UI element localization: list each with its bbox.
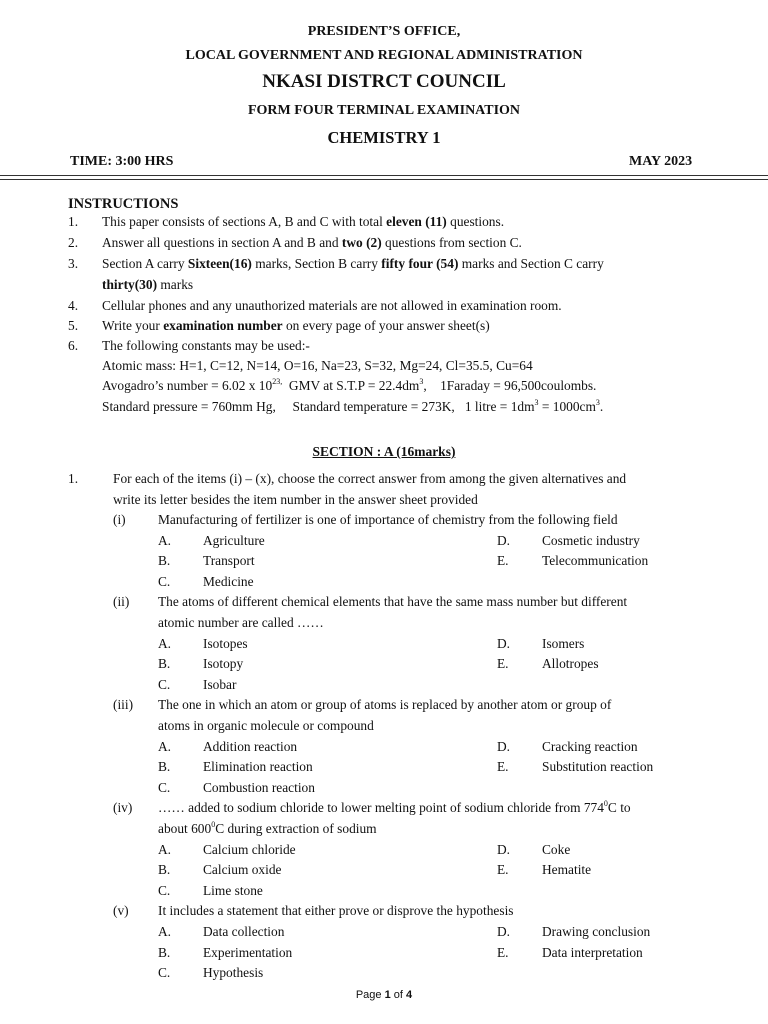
option-text: Combustion reaction	[203, 780, 315, 795]
item-stem: atomic number are called ……	[158, 615, 324, 630]
instruction-bold: two (2)	[341, 235, 382, 250]
instructions-heading: INSTRUCTIONS	[68, 196, 179, 212]
litre-end: .	[599, 399, 604, 414]
option-text: Isomers	[542, 636, 585, 651]
option-text: Coke	[542, 842, 571, 857]
option-letter: C.	[158, 574, 171, 589]
page-footer	[0, 989, 768, 1001]
option-letter: B.	[158, 862, 171, 877]
option-letter: B.	[158, 759, 171, 774]
instruction-bold: thirty(30)	[102, 277, 158, 292]
option-letter: D.	[497, 842, 511, 857]
item-stem: It includes a statement that either prove or disprove the hypothesis	[158, 903, 514, 918]
subject-title: CHEMISTRY 1	[327, 128, 441, 147]
option-text: Calcium chloride	[203, 842, 296, 857]
option-letter: C.	[158, 677, 171, 692]
instruction-part: questions.	[446, 214, 505, 229]
exam-title: FORM FOUR TERMINAL EXAMINATION	[247, 103, 521, 118]
option-letter: B.	[158, 553, 171, 568]
option-text: Data interpretation	[542, 945, 643, 960]
option-letter: A.	[158, 533, 172, 548]
option-text: Allotropes	[542, 656, 599, 671]
instruction-text	[102, 338, 310, 354]
item-roman-numeral: (iv)	[113, 800, 133, 815]
item-stem	[158, 821, 377, 837]
question-text-1: For each of the items (i) – (x), choose the correct answer from among the given alternatives and	[113, 471, 627, 486]
item-roman-numeral: (iii)	[113, 697, 134, 712]
item-stem: The atoms of different chemical elements that have the same mass number but different	[158, 594, 628, 609]
instruction-bold: eleven (11)	[386, 214, 447, 229]
instruction-text-cont	[102, 277, 193, 293]
instruction-part: marks and Section C carry	[458, 256, 604, 271]
option-text: Isotopes	[203, 636, 248, 651]
item-stem-part: about 600	[158, 821, 212, 836]
instruction-part: This paper consists of sections A, B and C with total	[102, 214, 387, 229]
avogadro-text: Avogadro’s number = 6.02 x 10	[102, 378, 273, 393]
avogadro-line: Avogadro’s number = 6.02 x $10^{23,}$ GMV at $S.T.P = 22.4dm^3$, 1Faraday = 96,500coulombs.	[102, 377, 597, 393]
instruction-part: marks	[157, 277, 194, 292]
option-letter: C.	[158, 780, 171, 795]
item-stem: The one in which an atom or group of atoms is replaced by another atom or group of	[158, 697, 612, 712]
avogadro-exponent: 23,	[272, 377, 283, 386]
gmv-text: GMV at S.T.P = 22.4dm	[288, 378, 420, 393]
option-letter: C.	[158, 883, 171, 898]
instruction-part: marks, Section B carry	[251, 256, 382, 271]
instruction-text	[102, 214, 504, 230]
option-letter: A.	[158, 636, 172, 651]
item-stem-part: C during extraction of sodium	[215, 821, 377, 836]
item-stem-part: …… added to sodium chloride to lower melting point of sodium chloride from 774	[158, 800, 604, 815]
section-a-title-text: SECTION : A (16marks)	[312, 444, 456, 459]
item-stem: Manufacturing of fertilizer is one of importance of chemistry from the following field	[158, 512, 618, 527]
option-text: Telecommunication	[542, 553, 649, 568]
option-letter: E.	[497, 862, 509, 877]
litre-text-b: = 1000cm	[538, 399, 596, 414]
temperature-text: Standard temperature = 273K,	[292, 399, 455, 414]
option-text: Transport	[203, 553, 255, 568]
instruction-bold: examination number	[163, 318, 283, 333]
option-text: Agriculture	[203, 533, 265, 548]
instruction-bold: fifty four (54)	[381, 256, 459, 271]
option-letter: A.	[158, 924, 172, 939]
exam-date: MAY 2023	[629, 154, 693, 169]
option-letter: D.	[497, 739, 511, 754]
option-letter: D.	[497, 636, 511, 651]
option-text: Addition reaction	[203, 739, 298, 754]
option-text: Experimentation	[203, 945, 293, 960]
instruction-text	[102, 318, 490, 334]
option-text: Cracking reaction	[542, 739, 638, 754]
instruction-part: Answer all questions in section A and B and	[102, 235, 342, 250]
instruction-part: The following constants may be used:-	[102, 338, 310, 353]
item-roman-numeral: (i)	[113, 512, 126, 527]
footer-page-number: 1	[384, 989, 391, 1001]
option-text: Substitution reaction	[542, 759, 654, 774]
instruction-number: 2.	[68, 235, 79, 250]
option-text: Elimination reaction	[203, 759, 313, 774]
option-text: Isotopy	[203, 656, 244, 671]
instruction-number: 3.	[68, 256, 79, 271]
option-letter: A.	[158, 842, 172, 857]
litre-exponent-2: 3	[595, 398, 600, 407]
option-text: Hematite	[542, 862, 592, 877]
option-letter: B.	[158, 656, 171, 671]
instruction-part: questions from section C.	[381, 235, 522, 250]
instruction-number: 5.	[68, 318, 79, 333]
divider-bottom	[0, 179, 768, 180]
instruction-part: Cellular phones and any unauthorized materials are not allowed in examination room.	[102, 298, 562, 313]
option-letter: D.	[497, 924, 511, 939]
question-text-2: write its letter besides the item number in the answer sheet provided	[113, 492, 478, 507]
litre-text: 1 litre = 1dm	[464, 399, 535, 414]
footer-page-total: 4	[406, 989, 413, 1001]
option-text: Medicine	[203, 574, 254, 589]
degree-sup: 0	[211, 820, 216, 829]
item-roman-numeral: (ii)	[113, 594, 130, 609]
item-stem-part: C to	[607, 800, 631, 815]
council-title: NKASI DISTRCT COUNCIL	[262, 71, 506, 92]
option-text: Drawing conclusion	[542, 924, 651, 939]
question-number: 1.	[68, 471, 79, 486]
item-roman-numeral: (v)	[113, 903, 129, 918]
ministry-line: LOCAL GOVERNMENT AND REGIONAL ADMINISTRATION	[185, 48, 583, 63]
instruction-text	[102, 298, 562, 314]
option-letter: E.	[497, 656, 509, 671]
litre-exponent-1: 3	[534, 398, 539, 407]
section-a-title	[0, 444, 768, 460]
instruction-number: 6.	[68, 338, 79, 353]
faraday-text: 1Faraday = 96,500coulombs.	[440, 378, 597, 393]
option-text: Data collection	[203, 924, 285, 939]
atomic-mass-line: Atomic mass: H=1, C=12, N=14, O=16, Na=23, S=32, Mg=24, Cl=35.5, Cu=64	[102, 358, 533, 373]
option-letter: A.	[158, 739, 172, 754]
option-text: Lime stone	[203, 883, 263, 898]
instruction-part: Section A carry	[102, 256, 188, 271]
option-text: Cosmetic industry	[542, 533, 640, 548]
instruction-number: 4.	[68, 298, 79, 313]
exam-time: TIME: 3:00 HRS	[70, 154, 174, 169]
item-stem	[158, 800, 631, 816]
instruction-text	[102, 256, 604, 272]
option-letter: E.	[497, 759, 509, 774]
instruction-bold: Sixteen(16)	[187, 256, 252, 271]
instruction-number: 1.	[68, 214, 79, 229]
footer-of: of	[390, 989, 407, 1001]
gmv-exponent: 3	[419, 377, 424, 386]
option-text: Hypothesis	[203, 965, 264, 980]
option-text: Calcium oxide	[203, 862, 282, 877]
option-letter: B.	[158, 945, 171, 960]
office-line: PRESIDENT’S OFFICE,	[307, 24, 461, 39]
divider-top	[0, 175, 768, 176]
option-letter: D.	[497, 533, 511, 548]
degree-sup: 0	[603, 799, 608, 808]
option-letter: E.	[497, 553, 509, 568]
instruction-part: on every page of your answer sheet(s)	[282, 318, 490, 333]
pressure-text: Standard pressure = 760mm Hg,	[102, 399, 276, 414]
footer-page-label: Page	[355, 989, 385, 1001]
option-letter: E.	[497, 945, 509, 960]
instruction-text	[102, 235, 522, 251]
standards-line	[102, 399, 603, 415]
instruction-part: Write your	[102, 318, 164, 333]
option-letter: C.	[158, 965, 171, 980]
item-stem: atoms in organic molecule or compound	[158, 718, 374, 733]
option-text: Isobar	[203, 677, 237, 692]
